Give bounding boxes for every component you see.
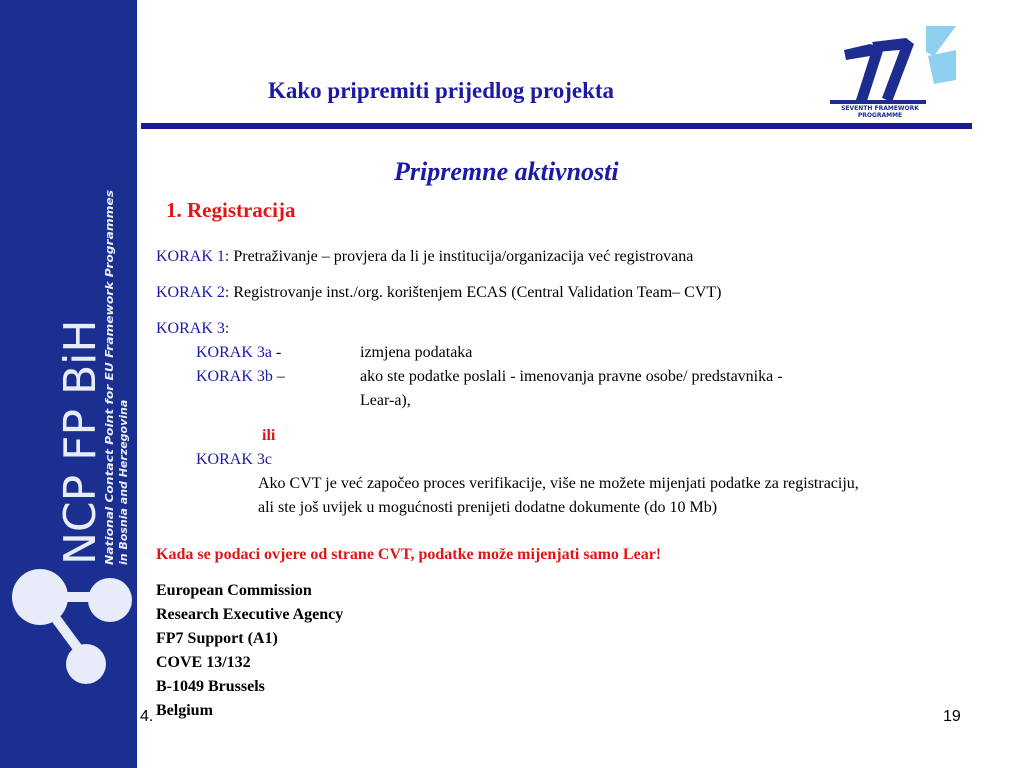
address-line: FP7 Support (A1) xyxy=(156,630,278,647)
fp7-logo-line1: SEVENTH FRAMEWORK xyxy=(841,105,919,112)
brand-line1-text: National Contact Point for EU Framework Programmes xyxy=(103,228,116,565)
korak3a-sep: - xyxy=(272,344,282,361)
page-number: 19 xyxy=(943,708,961,725)
brand-line2-text: in Bosnia and Herzegovina xyxy=(117,399,130,565)
korak1-row xyxy=(156,248,693,266)
section-heading: 1. Registracija xyxy=(166,198,296,222)
korak3a-row xyxy=(196,344,281,362)
slide-subtitle: Pripremne aktivnosti xyxy=(394,157,619,186)
fp7-seven-icon xyxy=(872,38,914,102)
korak2-text: Registrovanje inst./org. korištenjem ECAS (Central Validation Team– CVT) xyxy=(233,284,722,301)
korak3b-row xyxy=(196,368,285,386)
warning-text: Kada se podaci ovjere od strane CVT, podatke može mijenjati samo Lear! xyxy=(156,546,662,563)
korak3-label: KORAK 3: xyxy=(156,320,230,337)
korak3a-label: KORAK 3a xyxy=(196,344,272,361)
fp7-seven-icon xyxy=(844,44,884,104)
korak3b-text-line2: Lear-a), xyxy=(360,392,411,409)
address-line: COVE 13/132 xyxy=(156,654,251,671)
korak1-text: Pretraživanje – provjera da li je institucija/organizacija već registrovana xyxy=(233,248,694,265)
address-line: Research Executive Agency xyxy=(156,606,344,623)
address-line: Belgium xyxy=(156,702,213,719)
korak3c-text-line2: ali ste još uvijek u mogućnosti prenijeti dodatne dokumente (do 10 Mb) xyxy=(258,499,718,516)
fp7-logo-line2: PROGRAMME xyxy=(857,112,903,118)
fp7-stripe-icon xyxy=(928,50,956,84)
header-divider xyxy=(141,123,972,129)
korak3b-sep: – xyxy=(272,368,285,385)
page-title: Kako pripremiti prijedlog projekta xyxy=(268,78,615,103)
korak3c-text-line1: Ako CVT je već započeo proces verifikacije, više ne možete mijenjati podatke za registraciju, xyxy=(258,475,859,492)
korak1-label: KORAK 1: xyxy=(156,248,230,265)
fp7-logo xyxy=(822,26,962,118)
korak2-row xyxy=(156,284,722,302)
ili-label: ili xyxy=(262,427,276,444)
sidebar-banner xyxy=(0,0,137,768)
korak3a-text: izmjena podataka xyxy=(360,344,473,361)
korak3b-label: KORAK 3b xyxy=(196,368,273,385)
footer-date: 4. xyxy=(140,708,154,725)
korak3b-text-line1: ako ste podatke poslali - imenovanja pravne osobe/ predstavnika - xyxy=(360,368,783,385)
korak2-label: KORAK 2: xyxy=(156,284,230,301)
ncp-logo xyxy=(0,0,137,768)
korak3c-label: KORAK 3c xyxy=(196,451,272,468)
molecule-icon xyxy=(12,569,132,684)
address-line: B-1049 Brussels xyxy=(156,678,265,695)
brand-main-text: NCP FP BiH xyxy=(55,319,106,565)
address-line: European Commission xyxy=(156,582,312,599)
